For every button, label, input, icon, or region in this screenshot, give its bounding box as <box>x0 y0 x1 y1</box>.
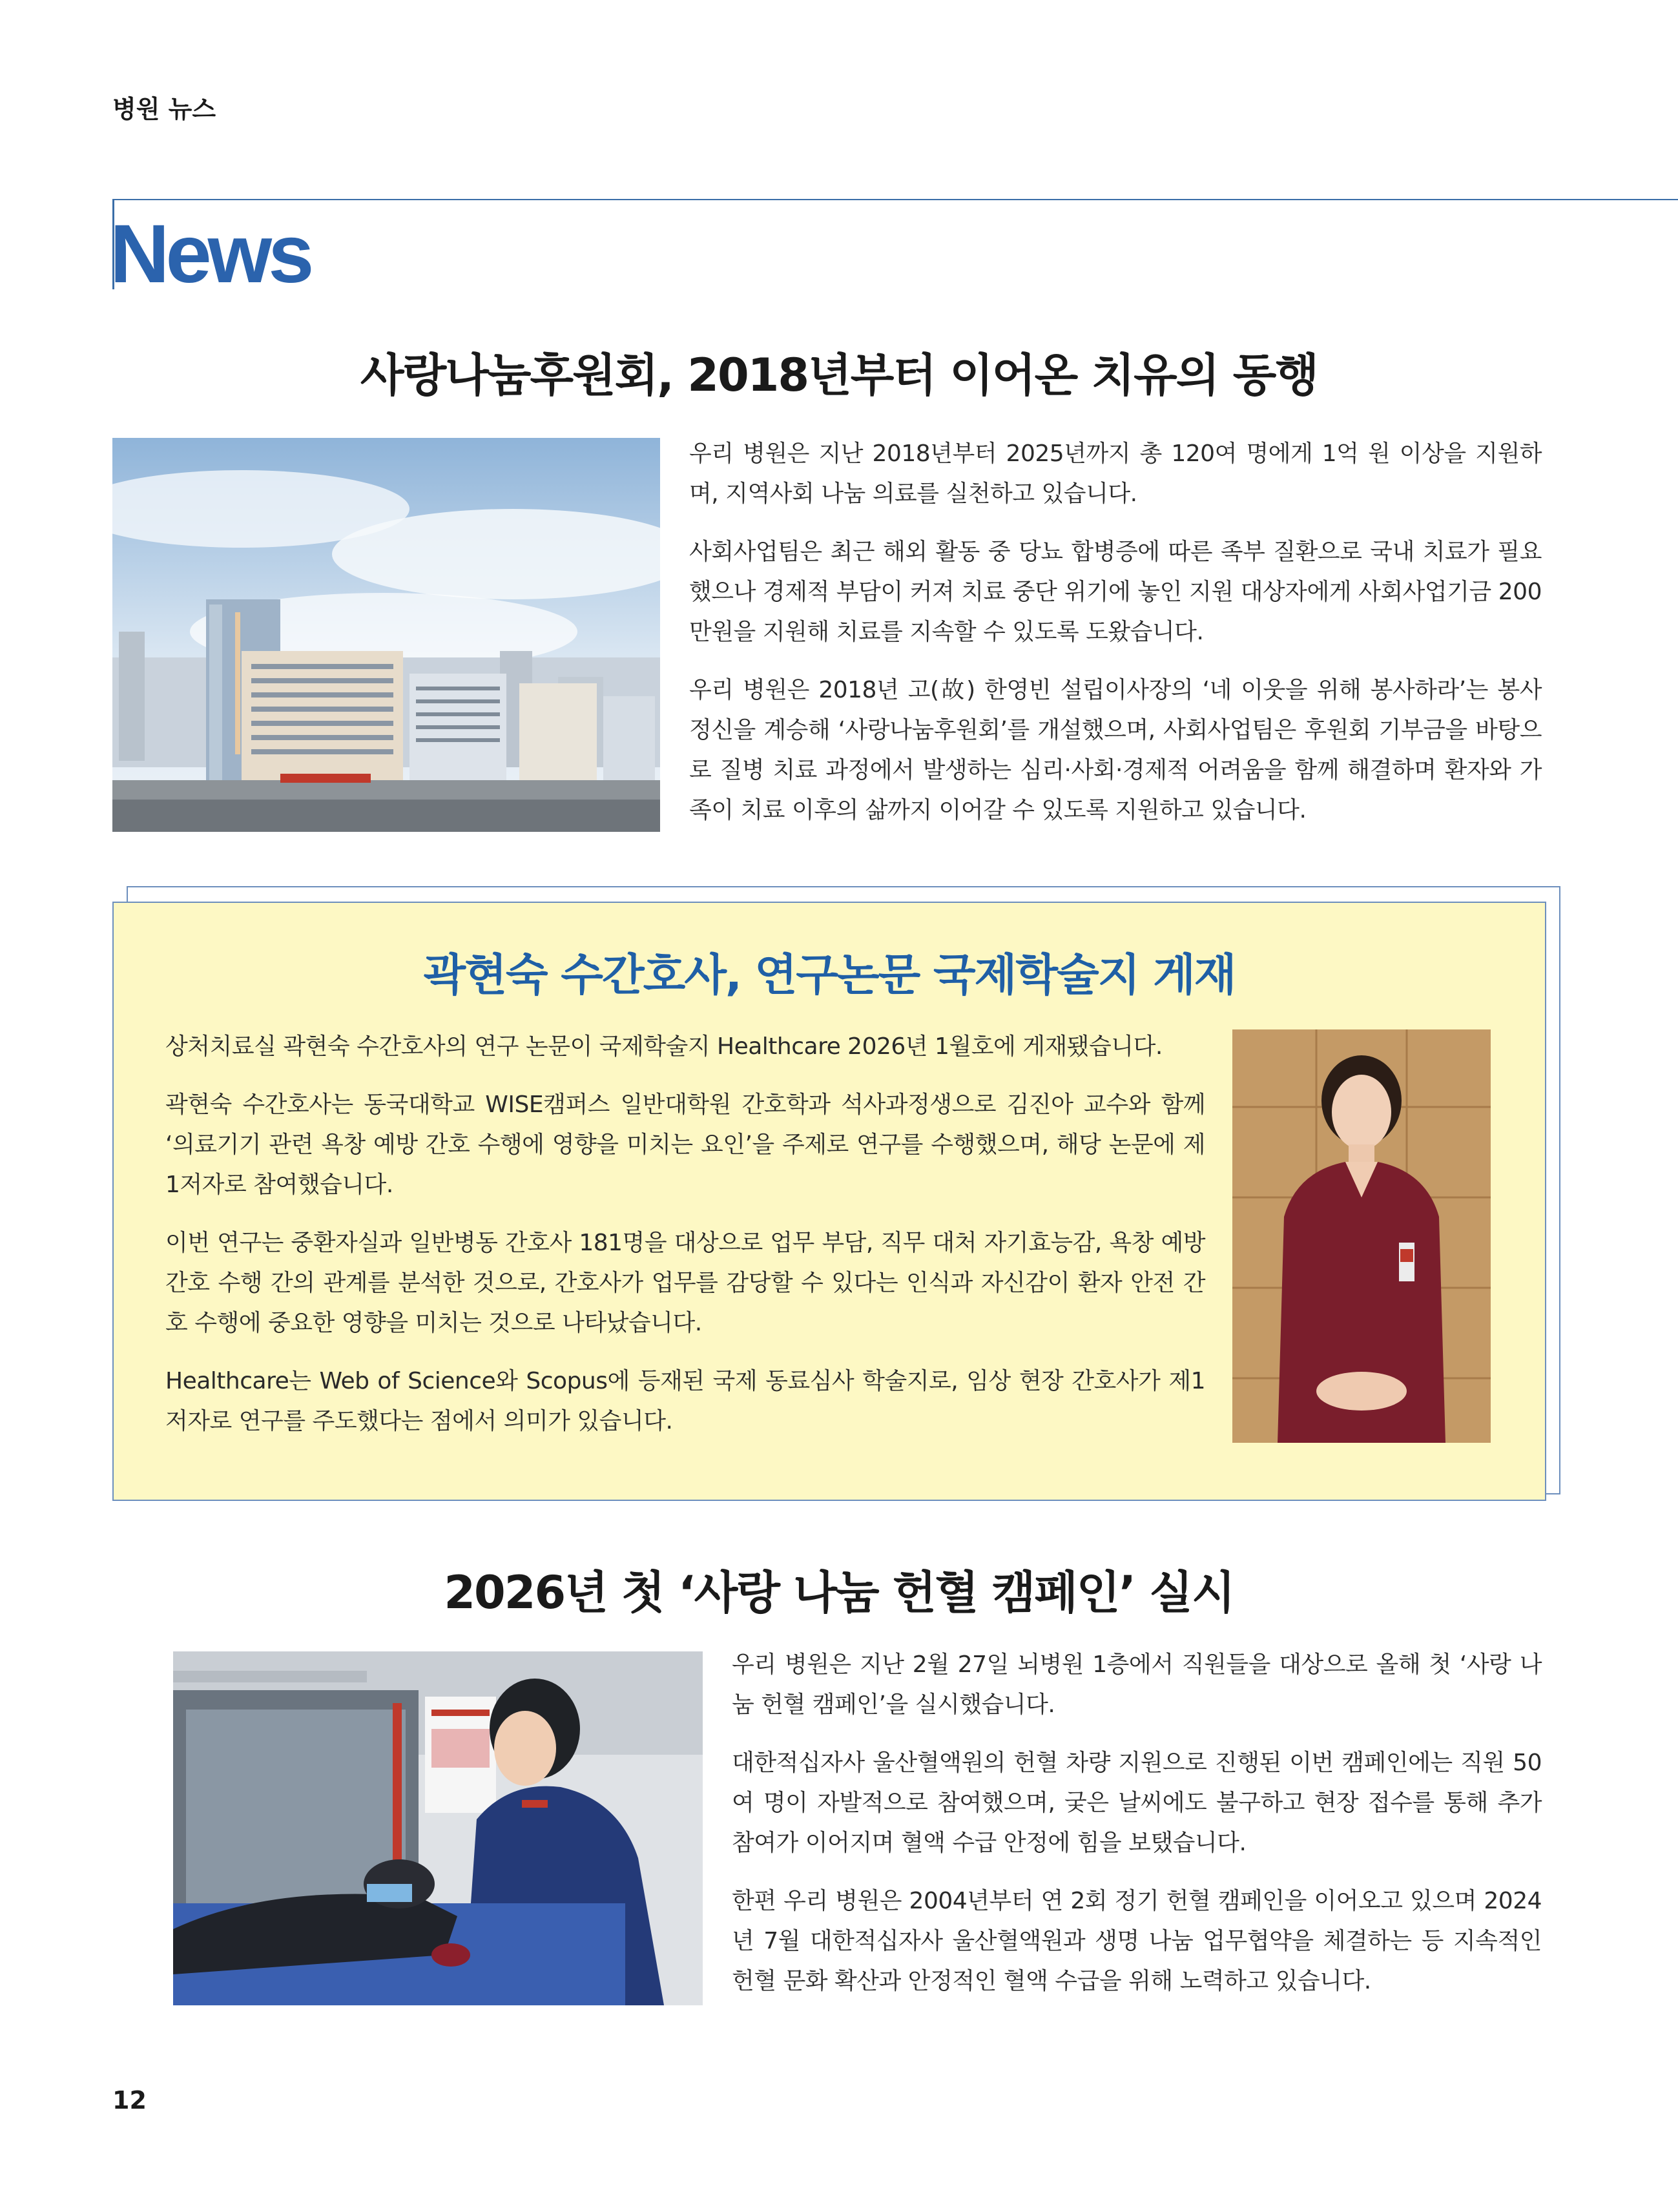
article2-paragraph: 상처치료실 곽현숙 수간호사의 연구 논문이 국제학술지 Healthcare 2026년 1월호에 게재됐습니다. <box>165 1033 1163 1060</box>
article2-box <box>112 902 1546 1501</box>
article3-paragraph: 우리 병원은 지난 2월 27일 뇌병원 1층에서 직원들을 대상으로 올해 첫 ‘사랑 나눔 헌혈 캠페인’을 실시했습니다. <box>732 1651 1542 1718</box>
article2-paragraph: 이번 연구는 중환자실과 일반병동 간호사 181명을 대상으로 업무 부담, 직무 대처 자기효능감, 욕창 예방 간호 수행 간의 관계를 분석한 것으로, 간호사가 업무를 감당할 수 있다는 인식과 자신감이 환자 안전 간호 수행에 중요한 영향을 미치는 것으로 나타났습니다. <box>165 1230 1205 1336</box>
article2-body <box>165 1027 1205 1460</box>
article3-paragraph: 한편 우리 병원은 2004년부터 연 2회 정기 헌혈 캠페인을 이어오고 있으며 2024년 7월 대한적십자사 울산혈액원과 생명 나눔 업무협약을 체결하는 등 지속적인 헌혈 문화 확산과 안정적인 혈액 수급을 위해 노력하고 있습니다. <box>732 1888 1542 1994</box>
hospital-building-photo <box>112 438 660 832</box>
article1-body <box>689 434 1542 849</box>
article1-paragraph: 사회사업팀은 최근 해외 활동 중 당뇨 합병증에 따른 족부 질환으로 국내 치료가 필요했으나 경제적 부담이 커져 치료 중단 위기에 놓인 지원 대상자에게 사회사업기금 200만원을 지원해 치료를 지속할 수 있도록 도왔습니다. <box>689 539 1542 645</box>
article3-body <box>732 1645 1542 2020</box>
article2-paragraph: Healthcare는 Web of Science와 Scopus에 등재된 국제 동료심사 학술지로, 임상 현장 간호사가 제1저자로 연구를 주도했다는 점에서 의미가 있습니다. <box>165 1368 1205 1434</box>
article3-paragraph: 대한적십자사 울산혈액원의 헌혈 차량 지원으로 진행된 이번 캠페인에는 직원 50여 명이 자발적으로 참여했으며, 궂은 날씨에도 불구하고 현장 접수를 통해 추가 참여가 이어지며 혈액 수급 안정에 힘을 보탰습니다. <box>732 1750 1542 1856</box>
nurse-portrait-photo <box>1232 1029 1491 1443</box>
article1-paragraph: 우리 병원은 지난 2018년부터 2025년까지 총 120여 명에게 1억 원 이상을 지원하며, 지역사회 나눔 의료를 실천하고 있습니다. <box>689 440 1542 507</box>
article2-headline: 곽현숙 수간호사, 연구논문 국제학술지 게재 <box>423 950 1236 1001</box>
page-number: 12 <box>112 2086 147 2114</box>
article1-headline: 사랑나눔후원회, 2018년부터 이어온 치유의 동행 <box>360 349 1318 402</box>
news-title: News <box>110 208 311 300</box>
article1-paragraph: 우리 병원은 2018년 고(故) 한영빈 설립이사장의 ‘네 이웃을 위해 봉사하라’는 봉사 정신을 계승해 ‘사랑나눔후원회’를 개설했으며, 사회사업팀은 후원회 기부금을 바탕으로 질병 치료 과정에서 발생하는 심리·사회·경제적 어려움을 함께 해결하며 환자와 가족이 치료 이후의 삶까지 이어갈 수 있도록 지원하고 있습니다. <box>689 677 1542 823</box>
article3-headline: 2026년 첫 ‘사랑 나눔 헌혈 캠페인’ 실시 <box>444 1566 1234 1619</box>
news-divider <box>112 199 1678 200</box>
section-label: 병원 뉴스 <box>112 95 216 123</box>
article2-paragraph: 곽현숙 수간호사는 동국대학교 WISE캠퍼스 일반대학원 간호학과 석사과정생으로 김진아 교수와 함께 ‘의료기기 관련 욕창 예방 간호 수행에 영향을 미치는 요인’을 주제로 연구를 수행했으며, 해당 논문에 제1저자로 참여했습니다. <box>165 1091 1205 1198</box>
blood-donation-photo <box>173 1651 703 2005</box>
